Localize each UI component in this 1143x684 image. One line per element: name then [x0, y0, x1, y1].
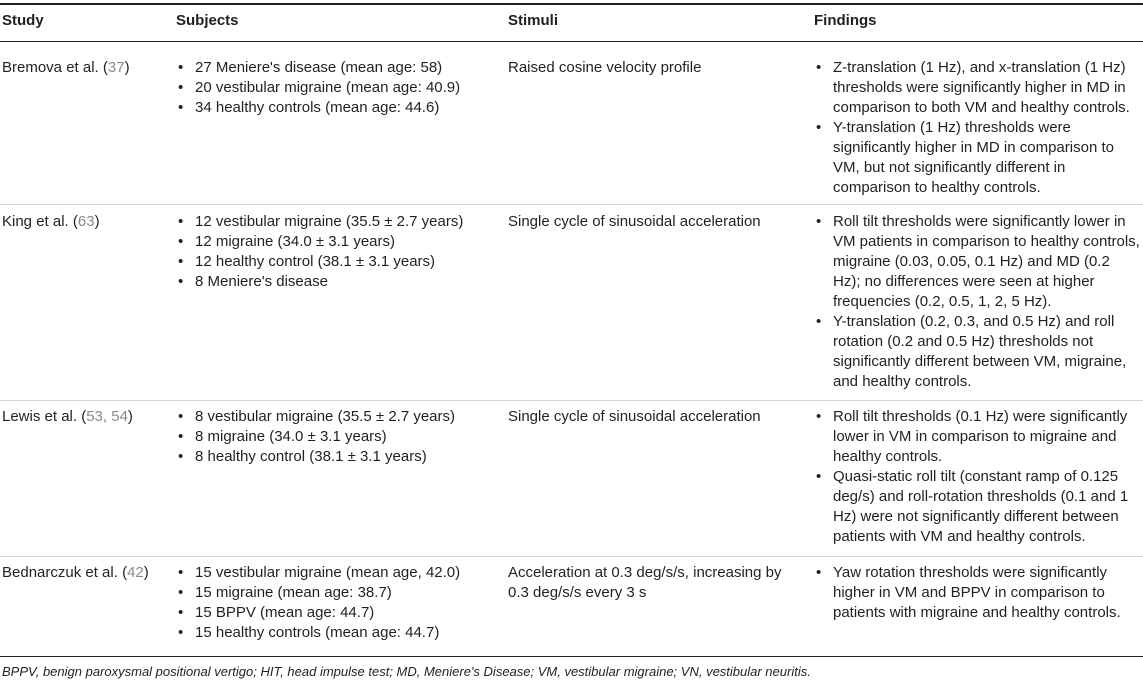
- list-item: • Z-translation (1 Hz), and x-translation (1 Hz) thresholds were significantly higher in MD in comparison to both VM and healthy controls.: [814, 58, 1141, 118]
- findings-list: [814, 212, 1141, 392]
- stimuli-cell: Acceleration at 0.3 deg/s/s, increasing by 0.3 deg/s/s every 3 s: [508, 564, 782, 601]
- subjects-list: [176, 58, 476, 118]
- subjects-cell: [176, 212, 476, 292]
- list-item: • 15 healthy controls (mean age: 44.7): [176, 623, 476, 643]
- subjects-list: [176, 212, 476, 292]
- list-item: • Roll tilt thresholds were significantly lower in VM patients in comparison to healthy controls, migraine (0.03, 0.05, 0.1 Hz) and MD (0.2 Hz); no differences were seen at higher frequencies (0.2, 0.5, 1, 2, 5 Hz).: [814, 212, 1141, 312]
- study-cell: [2, 212, 100, 232]
- list-item: • Y-translation (1 Hz) thresholds were significantly higher in MD in comparison to VM, but not significantly different in comparison to healthy controls.: [814, 118, 1141, 198]
- study-cell: [2, 563, 149, 583]
- subjects-list: [176, 563, 476, 643]
- list-item: • Yaw rotation thresholds were significantly higher in VM and BPPV in comparison to patients with migraine and healthy controls.: [814, 563, 1141, 623]
- study-name-close: ): [124, 59, 130, 76]
- list-item: • Y-translation (0.2, 0.3, and 0.5 Hz) and roll rotation (0.2 and 0.5 Hz) thresholds not significantly different between VM, migraine, and healthy controls.: [814, 312, 1141, 392]
- study-reference-link[interactable]: 42: [127, 564, 144, 581]
- list-item: • 8 Meniere's disease: [176, 272, 476, 292]
- study-name: King et al. (: [2, 213, 78, 230]
- subjects-list: [176, 407, 476, 467]
- list-item: • 27 Meniere's disease (mean age: 58): [176, 58, 476, 78]
- findings-cell: [814, 212, 1141, 392]
- row-divider: [0, 400, 1143, 401]
- table-header-rule: [0, 41, 1143, 42]
- subjects-cell: [176, 58, 476, 118]
- list-item: • 15 BPPV (mean age: 44.7): [176, 603, 476, 623]
- table-bottom-rule: [0, 656, 1143, 657]
- study-reference-link[interactable]: 37: [107, 59, 125, 76]
- list-item: • 34 healthy controls (mean age: 44.6): [176, 98, 476, 118]
- stimuli-cell: Single cycle of sinusoidal acceleration: [508, 213, 761, 230]
- list-item: • 15 vestibular migraine (mean age, 42.0): [176, 563, 476, 583]
- study-name: Lewis et al. (: [2, 408, 87, 425]
- study-cell: [2, 58, 130, 78]
- stimuli-cell: Raised cosine velocity profile: [508, 59, 702, 76]
- findings-list: [814, 407, 1141, 547]
- list-item: • 20 vestibular migraine (mean age: 40.9): [176, 78, 476, 98]
- subjects-cell: [176, 563, 476, 643]
- list-item: • 12 migraine (34.0 ± 3.1 years): [176, 232, 476, 252]
- header-study: Study: [2, 12, 44, 29]
- findings-list: [814, 563, 1141, 623]
- list-item: • Quasi-static roll tilt (constant ramp of 0.125 deg/s) and roll-rotation thresholds (0.1 and 1 Hz) were not significantly different between patients with VM and healthy controls.: [814, 467, 1141, 547]
- study-name-close: ): [127, 408, 133, 425]
- subjects-cell: [176, 407, 476, 467]
- findings-cell: [814, 58, 1141, 198]
- header-subjects: Subjects: [176, 12, 239, 29]
- row-divider: [0, 556, 1143, 557]
- header-stimuli: Stimuli: [508, 12, 559, 29]
- study-name: Bednarczuk et al. (: [2, 564, 128, 581]
- study-name-close: ): [94, 213, 100, 230]
- study-reference-link[interactable]: 63: [77, 213, 95, 230]
- table-footnote: BPPV, benign paroxysmal positional vertigo; HIT, head impulse test; MD, Meniere's Disease; VM, vestibular migraine; VN, vestibular neuritis.: [2, 664, 811, 679]
- study-name-close: ): [143, 564, 149, 581]
- list-item: • Roll tilt thresholds (0.1 Hz) were significantly lower in VM in comparison to migraine and healthy controls.: [814, 407, 1141, 467]
- study-cell: [2, 407, 133, 427]
- row-divider: [0, 204, 1143, 205]
- study-name: Bremova et al. (: [2, 59, 108, 76]
- study-reference-link[interactable]: 53, 54: [86, 408, 128, 425]
- list-item: • 8 migraine (34.0 ± 3.1 years): [176, 427, 476, 447]
- stimuli-cell: Single cycle of sinusoidal acceleration: [508, 408, 761, 425]
- list-item: • 8 healthy control (38.1 ± 3.1 years): [176, 447, 476, 467]
- findings-cell: [814, 407, 1141, 547]
- list-item: • 12 healthy control (38.1 ± 3.1 years): [176, 252, 476, 272]
- header-findings: Findings: [814, 12, 877, 29]
- table-top-rule: [0, 3, 1143, 5]
- list-item: • 12 vestibular migraine (35.5 ± 2.7 years): [176, 212, 476, 232]
- list-item: • 15 migraine (mean age: 38.7): [176, 583, 476, 603]
- list-item: • 8 vestibular migraine (35.5 ± 2.7 years): [176, 407, 476, 427]
- findings-list: [814, 58, 1141, 198]
- findings-cell: [814, 563, 1141, 623]
